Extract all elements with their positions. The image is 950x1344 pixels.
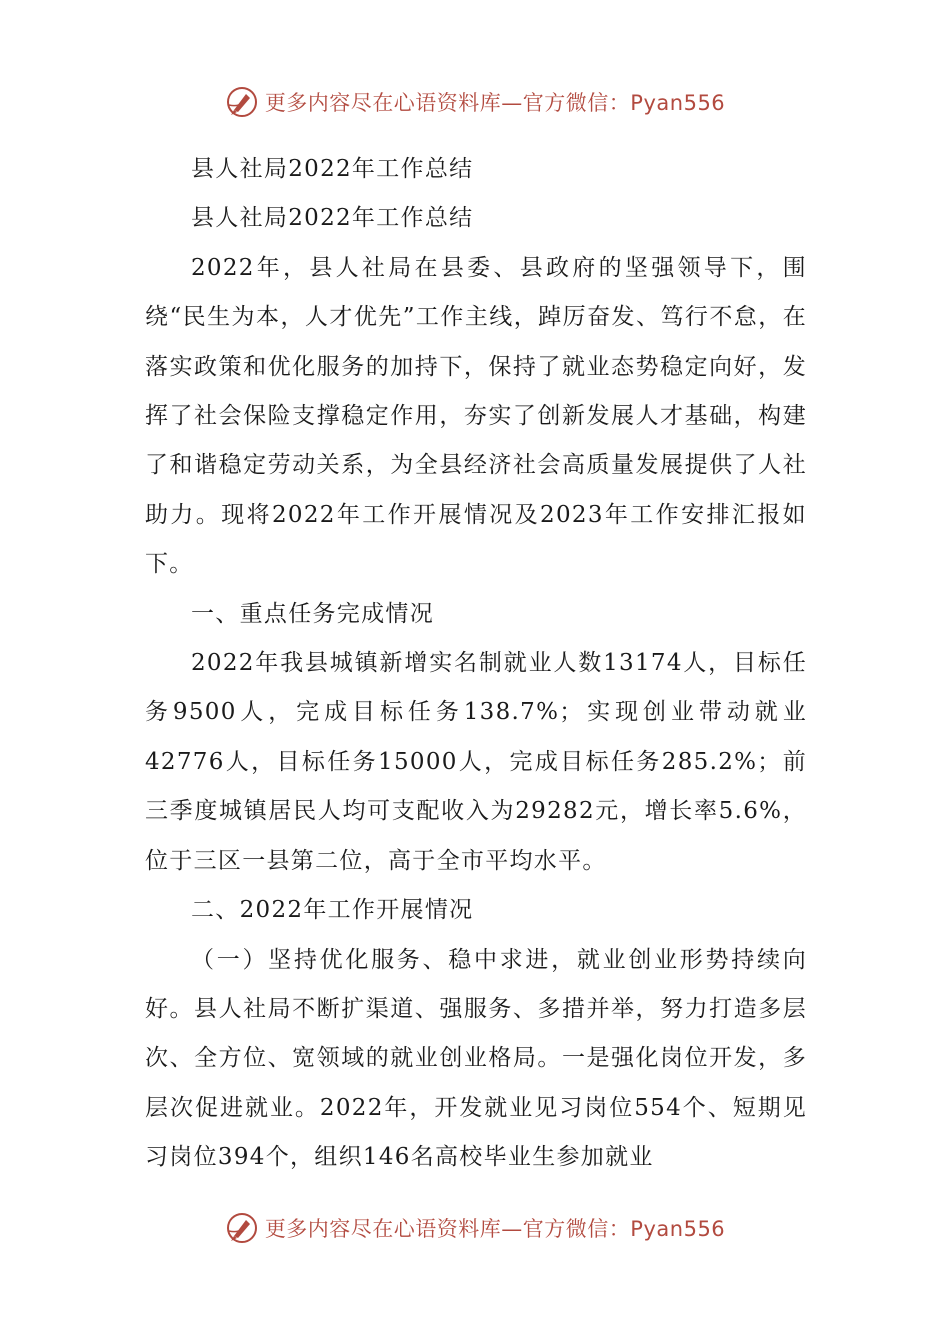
document-subtitle: 县人社局2022年工作总结: [191, 205, 474, 232]
pen-nib-logo-icon: [225, 1211, 259, 1245]
pen-nib-logo-icon: [225, 85, 259, 119]
document-title: 县人社局2022年工作总结: [191, 156, 474, 182]
header-watermark-banner: [0, 80, 950, 124]
document-body: [145, 145, 807, 1183]
watermark-text: 更多内容尽在心语资料库—官方微信：Pyan556: [264, 91, 726, 115]
footer-watermark-banner: [0, 1206, 950, 1250]
section-2-heading: 二、2022年工作开展情况: [191, 897, 474, 924]
section-2-paragraph: （一）坚持优化服务、稳中求进，就业创业形势持续向好。县人社局不断扩渠道、强服务、多措并举，努力打造多层次、全方位、宽领域的就业创业格局。一是强化岗位开发，多层次促进就业。2022年，开发就业见习岗位554个、短期见习岗位394个，组织146名高校毕业生参加就业: [145, 946, 807, 1171]
section-1-paragraph: 2022年我县城镇新增实名制就业人数13174人，目标任务9500人，完成目标任务138.7%；实现创业带动就业42776人，目标任务15000人，完成目标任务285.2%；前三季度城镇居民人均可支配收入为29282元，增长率5.6%，位于三区一县第二位，高于全市平均水平。: [145, 650, 807, 874]
watermark-text: 更多内容尽在心语资料库—官方微信：Pyan556: [264, 1217, 726, 1241]
intro-paragraph: 2022年，县人社局在县委、县政府的坚强领导下，围绕“民生为本，人才优先”工作主线，踔厉奋发、笃行不怠，在落实政策和优化服务的加持下，保持了就业态势稳定向好，发挥了社会保险支撑稳定作用，夯实了创新发展人才基础，构建了和谐稳定劳动关系，为全县经济社会高质量发展提供了人社助力。现将2022年工作开展情况及2023年工作安排汇报如下。: [145, 254, 807, 578]
section-1-heading: 一、重点任务完成情况: [191, 600, 434, 627]
